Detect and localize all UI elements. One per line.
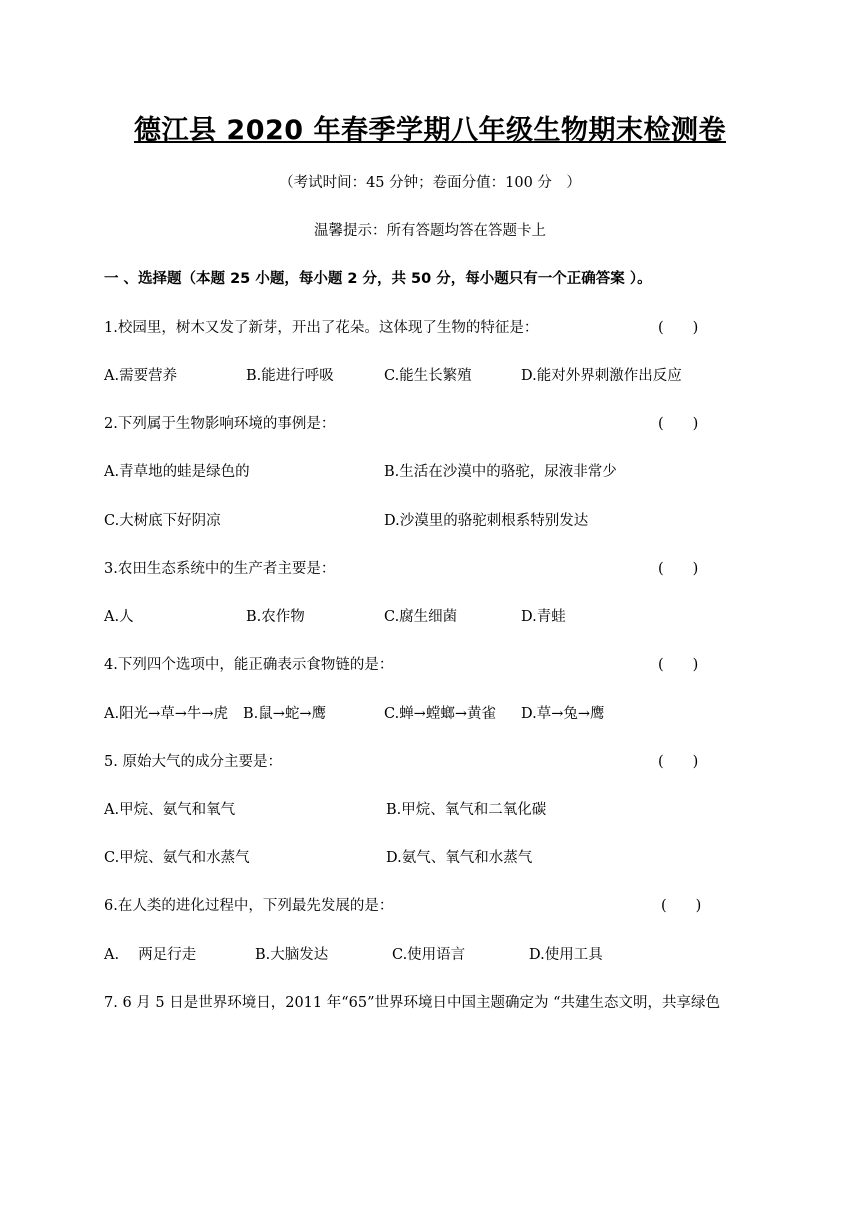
option-5d: D.氨气、氧气和水蒸气 xyxy=(386,850,533,866)
answer-paren-3: ( ) xyxy=(658,561,699,577)
option-4a: A.阳光→草→牛→虎 xyxy=(104,706,229,722)
option-5c: C.甲烷、氨气和水蒸气 xyxy=(104,850,250,866)
option-1a: A.需要营养 xyxy=(104,368,178,384)
question-stem-4: 4.下列四个选项中，能正确表示食物链的是： xyxy=(104,657,394,673)
question-stem-6: 6.在人类的进化过程中，下列最先发展的是： xyxy=(104,898,394,914)
option-2a: A.青草地的蛙是绿色的 xyxy=(104,464,250,480)
question-stem-5: 5. 原始大气的成分主要是： xyxy=(104,754,282,770)
answer-paren-5: ( ) xyxy=(658,754,699,770)
option-3a: A.人 xyxy=(104,609,134,625)
option-4d: D.草→兔→鹰 xyxy=(521,706,605,722)
option-1c: C.能生长繁殖 xyxy=(384,368,472,384)
option-4c: C.蝉→螳螂→黄雀 xyxy=(384,706,496,722)
option-5a: A.甲烷、氨气和氧气 xyxy=(104,802,236,818)
option-3b: B.农作物 xyxy=(246,609,305,625)
answer-paren-1: ( ) xyxy=(658,320,699,336)
exam-info: （考试时间：45 分钟；卷面分值：100 分 ） xyxy=(279,175,581,191)
answer-paren-2: ( ) xyxy=(658,416,699,432)
answer-paren-4: ( ) xyxy=(658,657,699,673)
option-6a: A. 两足行走 xyxy=(104,947,197,963)
question-stem-7: 7. 6 月 5 日是世界环境日，2011 年“65”世界环境日中国主题确定为 “共建生态文明，共享绿色 xyxy=(104,995,721,1011)
option-6b: B.大脑发达 xyxy=(255,947,329,963)
section-heading: 一 、选择题（本题 25 小题，每小题 2 分，共 50 分，每小题只有一个正确答案 ）。 xyxy=(104,271,652,287)
question-stem-2: 2.下列属于生物影响环境的事例是： xyxy=(104,416,336,432)
option-5b: B.甲烷、氧气和二氧化碳 xyxy=(386,802,547,818)
option-2b: B.生活在沙漠中的骆驼，尿液非常少 xyxy=(384,464,617,480)
option-4b: B.鼠→蛇→鹰 xyxy=(243,706,327,722)
option-2c: C.大树底下好阴凉 xyxy=(104,513,221,529)
page-title: 德江县 2020 年春季学期八年级生物期末检测卷 xyxy=(134,115,726,146)
option-6c: C.使用语言 xyxy=(392,947,466,963)
option-1b: B.能进行呼吸 xyxy=(246,368,334,384)
option-1d: D.能对外界刺激作出反应 xyxy=(521,368,682,384)
option-6d: D.使用工具 xyxy=(529,947,603,963)
option-2d: D.沙漠里的骆驼刺根系特别发达 xyxy=(384,513,589,529)
answer-paren-6: ( ) xyxy=(661,898,702,914)
option-3c: C.腐生细菌 xyxy=(384,609,458,625)
question-stem-1: 1.校园里，树木又发了新芽，开出了花朵。这体现了生物的特征是： xyxy=(104,320,539,336)
question-stem-3: 3.农田生态系统中的生产者主要是： xyxy=(104,561,336,577)
tip-text: 温馨提示：所有答题均答在答题卡上 xyxy=(314,223,546,239)
option-3d: D.青蛙 xyxy=(521,609,566,625)
